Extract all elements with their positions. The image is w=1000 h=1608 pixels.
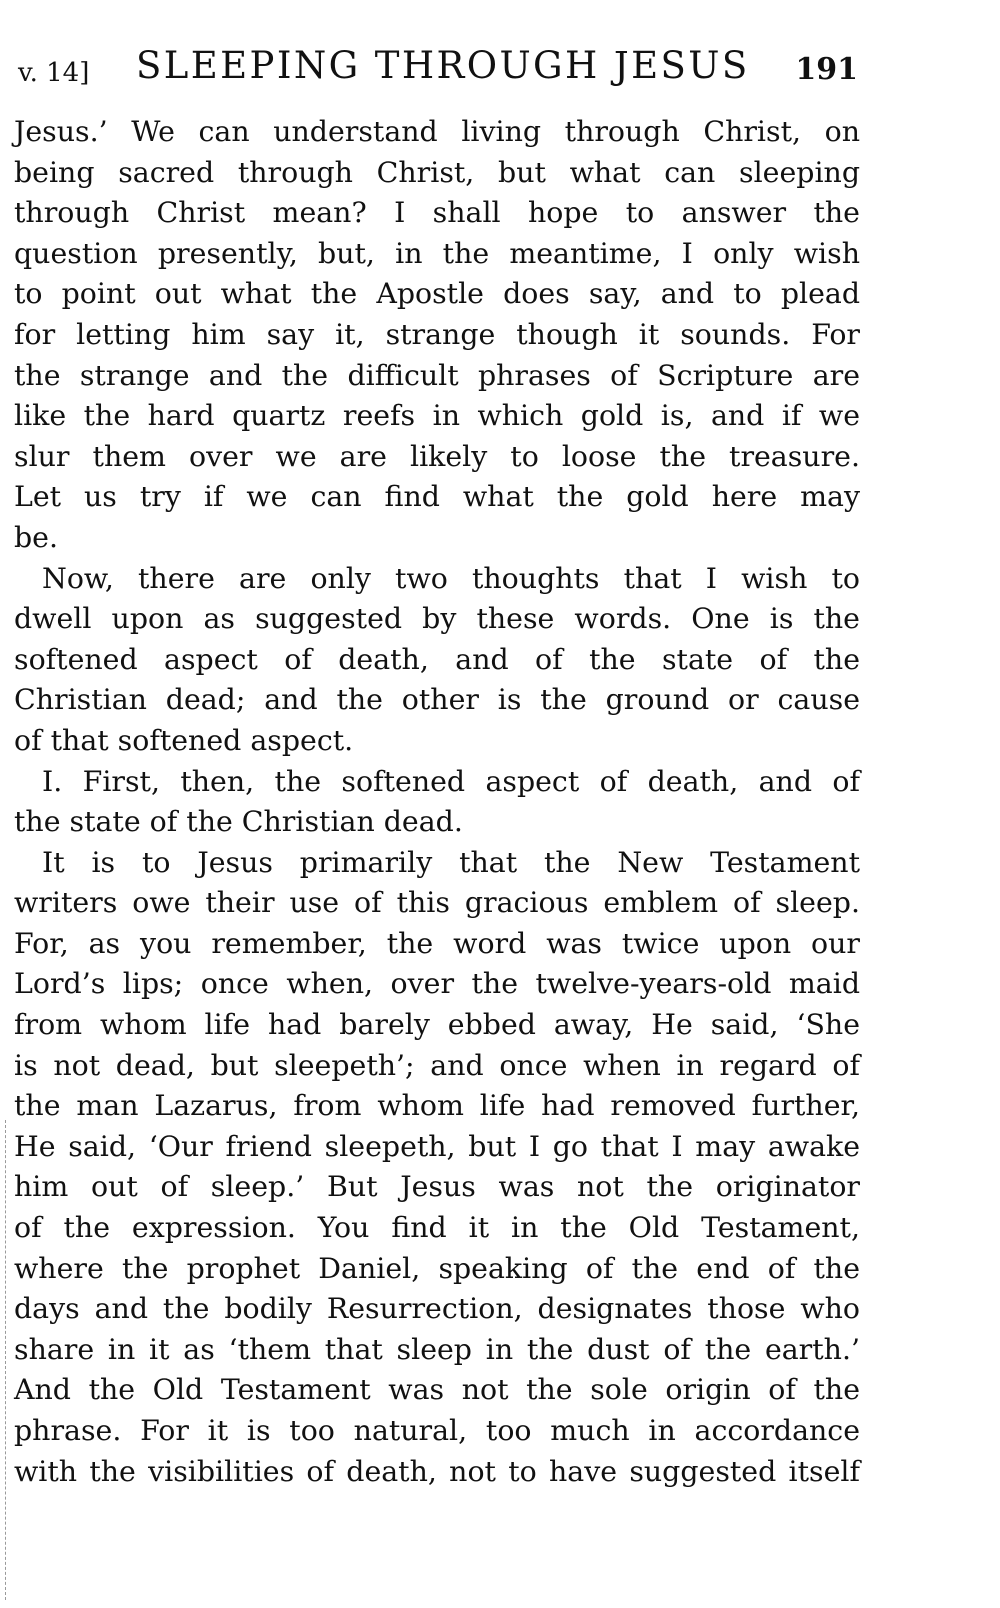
text-line: for letting him say it, strange though it sounds. For xyxy=(14,317,860,351)
verse-reference: v. 14] xyxy=(18,58,90,88)
text-line: the strange and the difficult phrases of Scripture are xyxy=(14,358,860,392)
text-line: with the visibilities of death, not to have suggested itself xyxy=(14,1454,860,1488)
text-line: Now, there are only two thoughts that I wish to xyxy=(42,561,860,595)
text-line: Jesus.’ We can understand living through Christ, on xyxy=(14,115,860,148)
text-line: the man Lazarus, from whom life had removed further, xyxy=(14,1089,860,1123)
text-line: from whom life had barely ebbed away, He said, ‘She xyxy=(14,1008,860,1042)
text-line: For, as you remember, the word was twice upon our xyxy=(14,926,860,960)
text-line: Christian dead; and the other is the ground or cause xyxy=(14,683,860,717)
text-line: dwell upon as suggested by these words. One is the xyxy=(14,602,860,636)
running-head xyxy=(18,44,858,94)
text-line: I. First, then, the softened aspect of death, and of xyxy=(42,764,860,798)
text-line: He said, ‘Our friend sleepeth, but I go that I may awake xyxy=(14,1129,860,1163)
text-line: share in it as ‘them that sleep in the dust of the earth.’ xyxy=(14,1332,860,1366)
text-line: through Christ mean? I shall hope to answer the xyxy=(14,196,860,230)
text-line: him out of sleep.’ But Jesus was not the originator xyxy=(14,1170,860,1204)
text-line: And the Old Testament was not the sole origin of the xyxy=(14,1373,860,1407)
text-line: slur them over we are likely to loose the treasure. xyxy=(14,439,860,473)
text-line: is not dead, but sleepeth’; and once when in regard of xyxy=(14,1048,860,1082)
text-line: softened aspect of death, and of the state of the xyxy=(14,642,860,676)
text-line: to point out what the Apostle does say, and to plead xyxy=(14,277,860,311)
text-line: of the expression. You find it in the Old Testament, xyxy=(14,1211,860,1245)
text-line: Lord’s lips; once when, over the twelve-years-old maid xyxy=(14,967,860,1001)
text-line: days and the bodily Resurrection, designates those who xyxy=(14,1292,860,1326)
text-line: of that softened aspect. xyxy=(14,723,354,757)
text-line: It is to Jesus primarily that the New Testament xyxy=(42,845,860,879)
text-line: question presently, but, in the meantime, I only wish xyxy=(14,236,860,270)
running-title: SLEEPING THROUGH JESUS xyxy=(136,44,750,87)
body-text xyxy=(14,112,860,1492)
text-line: Let us try if we can find what the gold here may xyxy=(14,480,860,514)
text-line: where the prophet Daniel, speaking of the end of the xyxy=(14,1251,860,1285)
text-line: be. xyxy=(14,520,58,554)
text-line: phrase. For it is too natural, too much in accordance xyxy=(14,1414,860,1447)
text-line: the state of the Christian dead. xyxy=(14,805,463,839)
scan-margin-rule xyxy=(5,1120,6,1600)
page-number: 191 xyxy=(795,52,858,87)
text-line: being sacred through Christ, but what can sleeping xyxy=(14,155,860,189)
text-line: writers owe their use of this gracious emblem of sleep. xyxy=(14,886,860,920)
text-line: like the hard quartz reefs in which gold is, and if we xyxy=(14,399,860,433)
